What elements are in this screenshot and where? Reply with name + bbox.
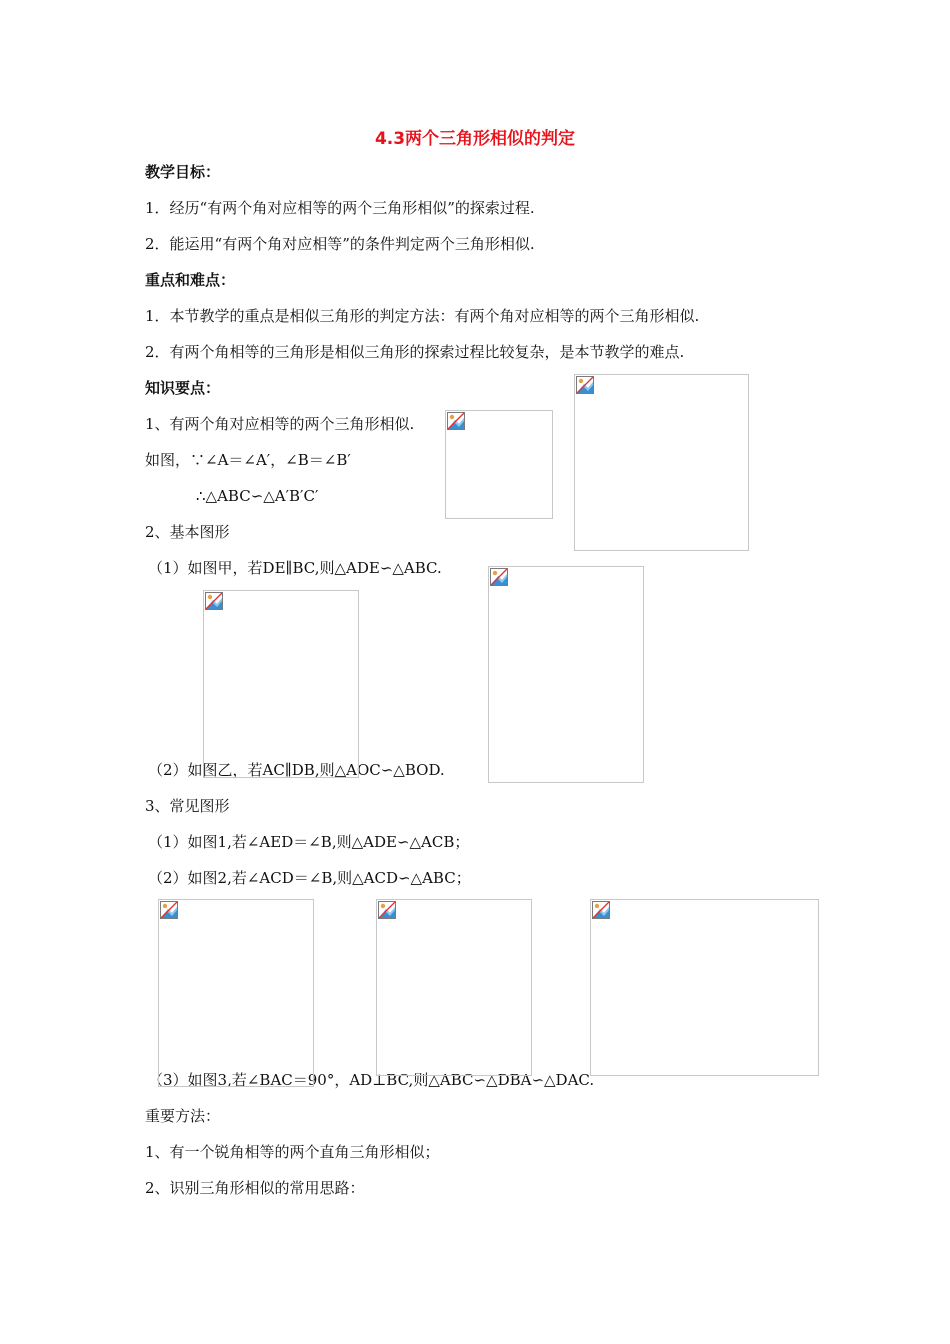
figure-similar-triangles-large bbox=[574, 374, 749, 551]
broken-image-icon bbox=[205, 592, 223, 610]
broken-image-icon bbox=[490, 568, 508, 586]
goals-item-2: 2．能运用“有两个角对应相等”的条件判定两个三角形相似. bbox=[145, 235, 535, 253]
knowledge-conclusion: ∴△ABC∽△A′B′C′ bbox=[196, 487, 319, 505]
page-title: 4.3两个三角形相似的判定 bbox=[374, 129, 576, 149]
key-heading: 重点和难点： bbox=[145, 271, 236, 289]
common-figures-heading: 3、常见图形 bbox=[145, 797, 230, 815]
common-figure-2-text: （2）如图2,若∠ACD＝∠B,则△ACD∽△ABC； bbox=[148, 869, 471, 887]
figure-2 bbox=[376, 899, 532, 1076]
goals-heading: 教学目标： bbox=[145, 163, 221, 181]
broken-image-icon bbox=[592, 901, 610, 919]
broken-image-icon bbox=[378, 901, 396, 919]
common-figure-3-text: （3）如图3,若∠BAC＝90°，AD⊥BC,则△ABC∽△DBA∽△DAC. bbox=[148, 1071, 595, 1089]
broken-image-icon bbox=[160, 901, 178, 919]
figure-3 bbox=[590, 899, 819, 1076]
figure-1 bbox=[158, 899, 314, 1087]
broken-image-icon bbox=[447, 412, 465, 430]
knowledge-heading: 知识要点： bbox=[145, 379, 221, 397]
knowledge-condition: 如图，∵∠A＝∠A′，∠B＝∠B′ bbox=[145, 451, 351, 469]
common-figure-1-text: （1）如图1,若∠AED＝∠B,则△ADE∽△ACB； bbox=[148, 833, 470, 851]
methods-item-2: 2、识别三角形相似的常用思路： bbox=[145, 1179, 365, 1197]
goals-item-1: 1．经历“有两个角对应相等的两个三角形相似”的探索过程. bbox=[145, 199, 535, 217]
key-item-1: 1．本节教学的重点是相似三角形的判定方法：有两个角对应相等的两个三角形相似. bbox=[145, 307, 700, 325]
basic-figures-heading: 2、基本图形 bbox=[145, 523, 230, 541]
figure-similar-triangles-small bbox=[445, 410, 553, 519]
basic-figure-2-text: （2）如图乙，若AC∥DB,则△AOC∽△BOD. bbox=[148, 761, 445, 779]
basic-figure-1-text: （1）如图甲，若DE∥BC,则△ADE∽△ABC. bbox=[148, 559, 442, 577]
figure-jia bbox=[203, 590, 359, 778]
key-item-2: 2．有两个角相等的三角形是相似三角形的探索过程比较复杂，是本节教学的难点. bbox=[145, 343, 685, 361]
methods-heading: 重要方法： bbox=[145, 1107, 221, 1125]
figure-yi bbox=[488, 566, 644, 783]
methods-item-1: 1、有一个锐角相等的两个直角三角形相似； bbox=[145, 1143, 440, 1161]
knowledge-point-1: 1、有两个角对应相等的两个三角形相似. bbox=[145, 415, 415, 433]
broken-image-icon bbox=[576, 376, 594, 394]
